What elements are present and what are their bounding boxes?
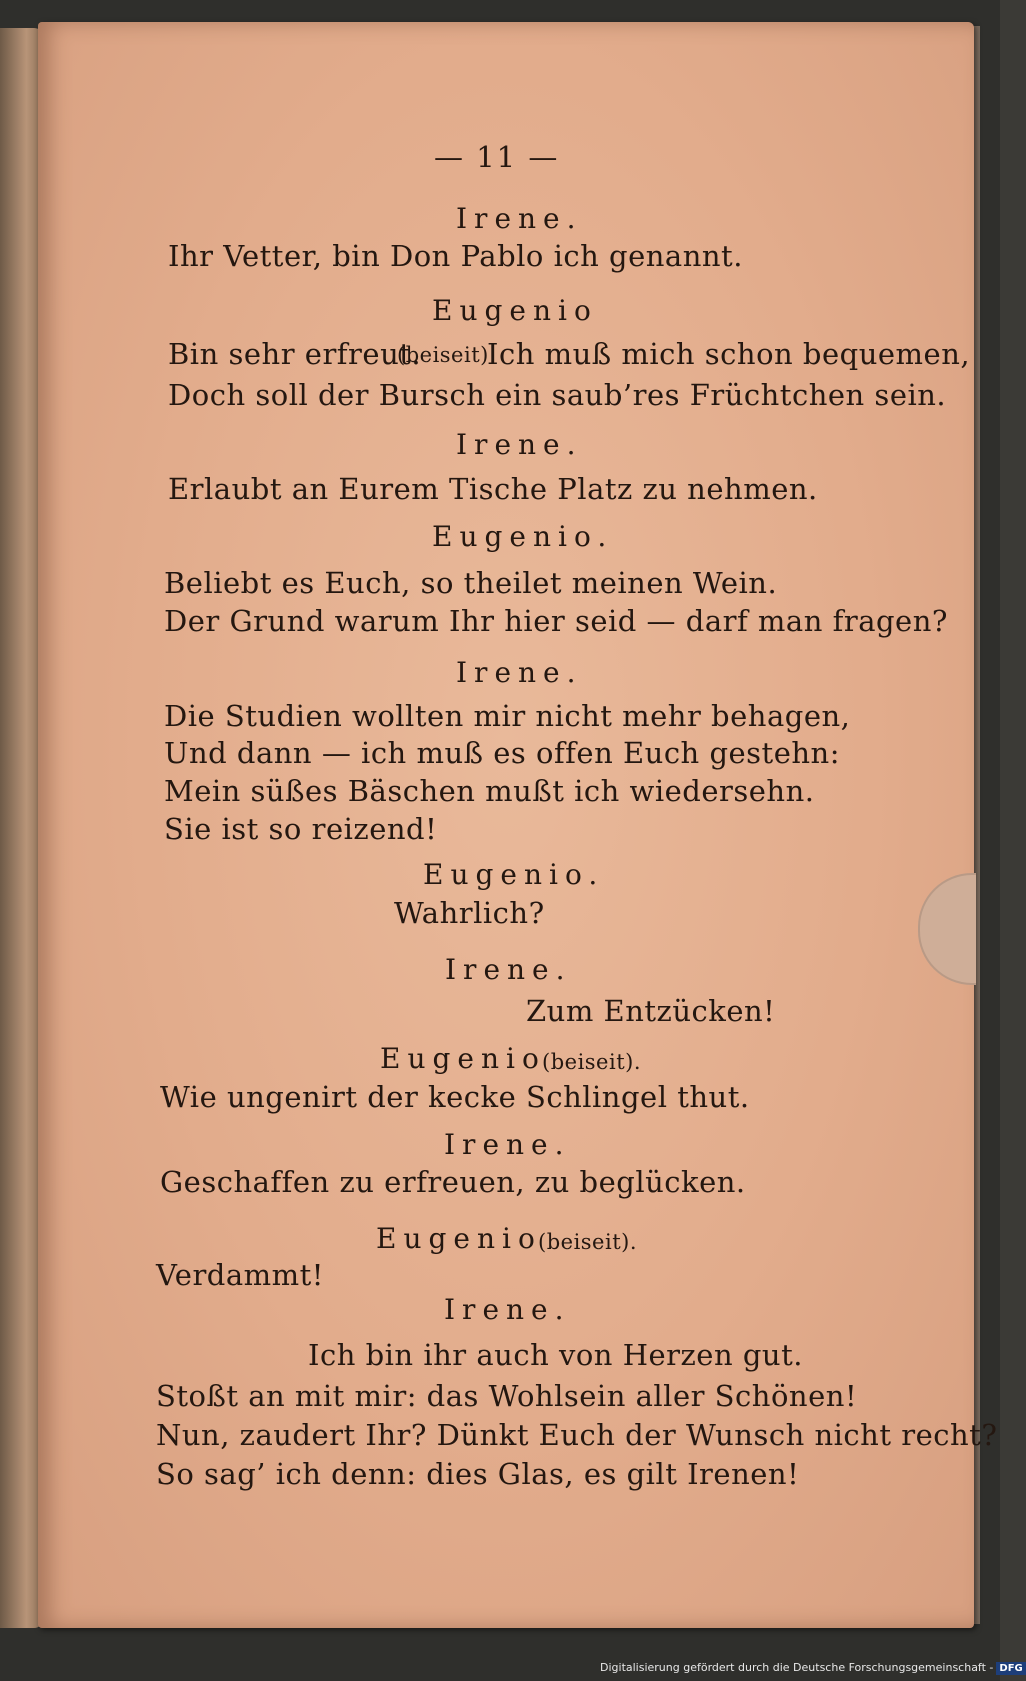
- verse-line: Ich bin ihr auch von Herzen gut.: [308, 1338, 803, 1372]
- stage-direction: (beiseit): [397, 343, 489, 367]
- credit-text: Digitalisierung gefördert durch die Deutsche Forschungsgemeinschaft -: [600, 1661, 994, 1674]
- speaker-label: Irene.: [456, 202, 583, 235]
- verse-line: Erlaubt an Eurem Tische Platz zu nehmen.: [168, 472, 818, 506]
- speaker-label: Irene.: [444, 1128, 571, 1161]
- verse-line: Nun, zaudert Ihr? Dünkt Euch der Wunsch nicht recht?: [156, 1418, 998, 1452]
- speaker-label: Eugenio: [380, 1042, 546, 1075]
- speaker-label: Irene.: [444, 1293, 571, 1326]
- verse-line: Wahrlich?: [394, 896, 545, 930]
- verse-line: Bin sehr erfreut.: [168, 337, 422, 371]
- verse-line: Beliebt es Euch, so theilet meinen Wein.: [164, 566, 778, 600]
- verse-line: Doch soll der Bursch ein saub’res Früchtchen sein.: [168, 378, 947, 412]
- stage-direction: (beiseit).: [542, 1050, 642, 1074]
- verse-line: Zum Entzücken!: [526, 994, 776, 1028]
- verse-line: Verdammt!: [156, 1258, 324, 1292]
- verse-line: Der Grund warum Ihr hier seid — darf man fragen?: [164, 604, 948, 638]
- verse-line: Stoßt an mit mir: das Wohlsein aller Schönen!: [156, 1379, 858, 1413]
- verse-line: Sie ist so reizend!: [164, 812, 438, 846]
- speaker-label: Irene.: [456, 656, 583, 689]
- speaker-label: Eugenio.: [423, 858, 605, 891]
- dfg-logo: DFG: [996, 1662, 1025, 1675]
- verse-line: Und dann — ich muß es offen Euch gestehn:: [164, 736, 841, 770]
- page-number: — 11 —: [434, 140, 560, 174]
- verse-line: Mein süßes Bäschen mußt ich wiedersehn.: [164, 774, 815, 808]
- verse-line: Ich muß mich schon bequemen,: [487, 337, 971, 371]
- verse-line: So sag’ ich denn: dies Glas, es gilt Irenen!: [156, 1457, 800, 1491]
- speaker-label: Irene.: [445, 953, 572, 986]
- speaker-label: Eugenio: [432, 294, 598, 327]
- stage-direction: (beiseit).: [538, 1230, 638, 1254]
- speaker-label: Irene.: [456, 428, 583, 461]
- verse-line: Geschaffen zu erfreuen, zu beglücken.: [160, 1165, 746, 1199]
- speaker-label: Eugenio.: [432, 520, 614, 553]
- verse-line: Wie ungenirt der kecke Schlingel thut.: [160, 1080, 750, 1114]
- speaker-label: Eugenio: [376, 1222, 542, 1255]
- verse-line: Ihr Vetter, bin Don Pablo ich genannt.: [168, 239, 743, 273]
- digitization-credit: [600, 1661, 1023, 1679]
- verse-line: Die Studien wollten mir nicht mehr behagen,: [164, 699, 851, 733]
